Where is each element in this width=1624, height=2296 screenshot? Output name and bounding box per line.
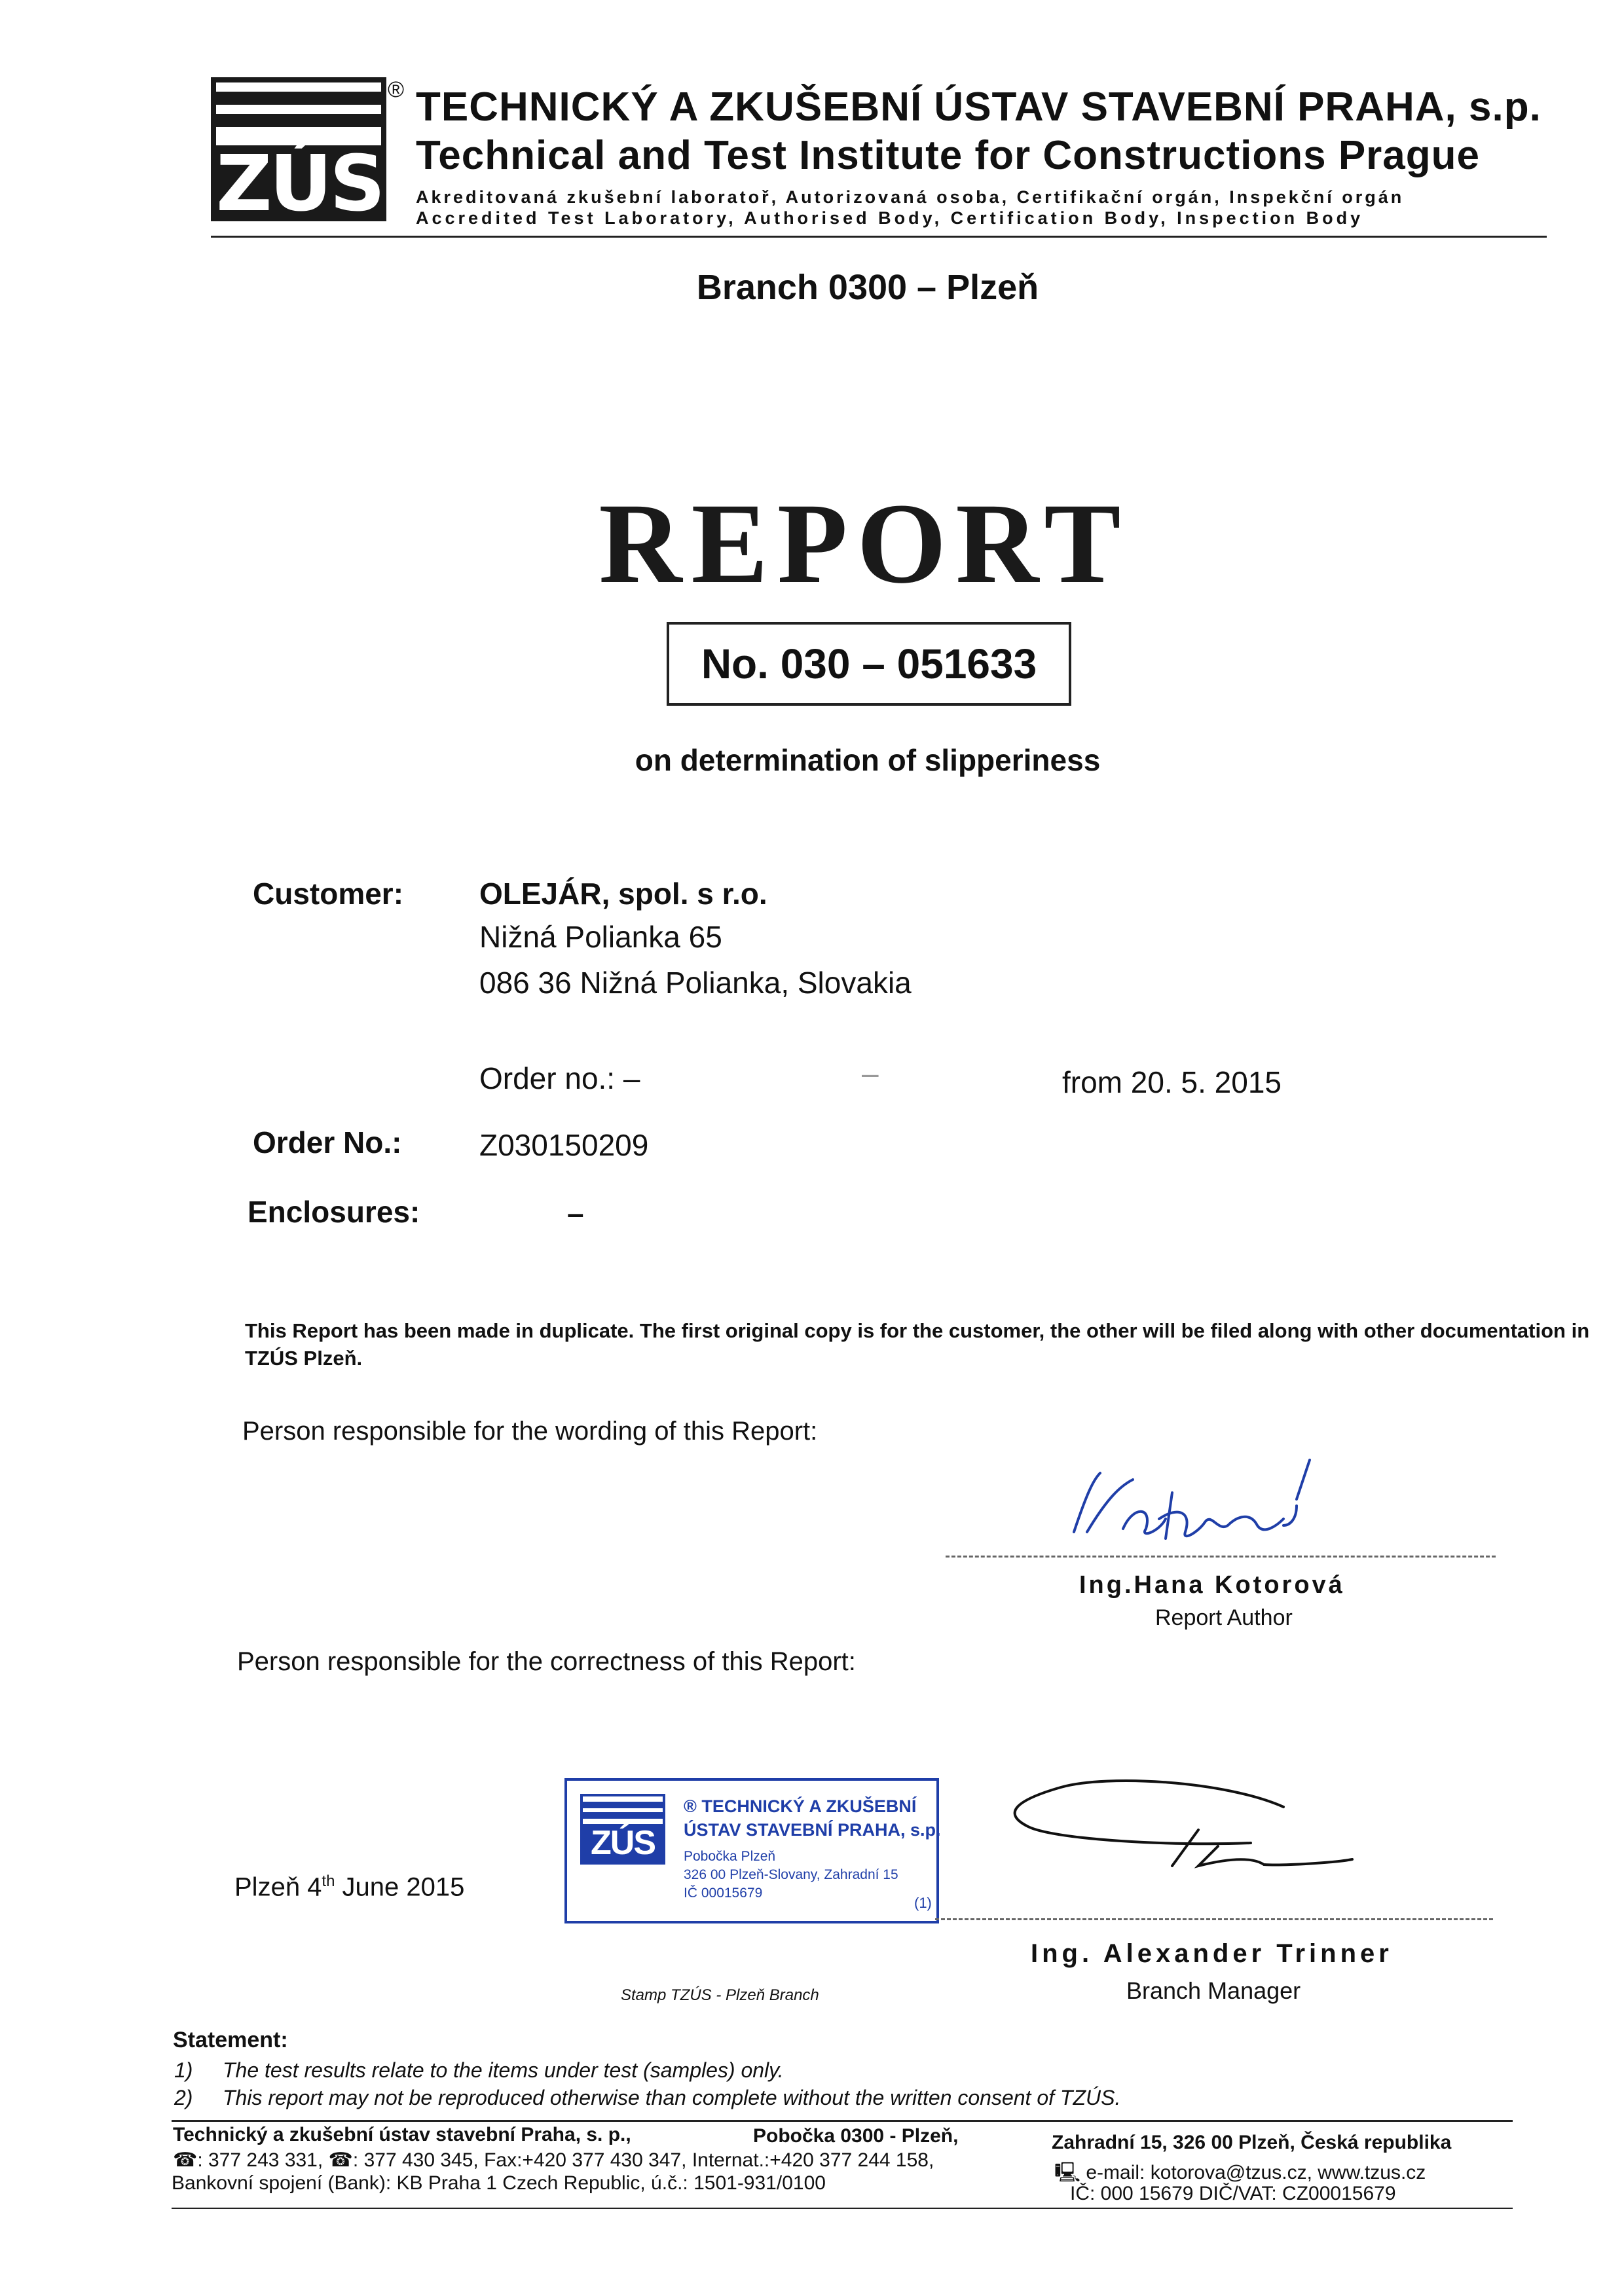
stamp-logo-stripe — [583, 1802, 663, 1808]
order-dash: – — [862, 1056, 879, 1090]
customer-address-2: 086 36 Nižná Polianka, Slovakia — [479, 966, 912, 1000]
footer-bank: Bankovní spojení (Bank): KB Praha 1 Czech Republic, ú.č.: 1501-931/0100 — [172, 2172, 826, 2194]
report-subtitle: on determination of slipperiness — [635, 743, 1101, 777]
place-date — [234, 1872, 464, 1902]
manager-name: Ing. Alexander Trinner — [1031, 1939, 1393, 1968]
institute-subtitle-en: Accredited Test Laboratory, Authorised Body, Certification Body, Inspection Body — [416, 208, 1364, 228]
customer-name: OLEJÁR, spol. s r.o. — [479, 877, 767, 911]
stamp-caption: Stamp TZÚS - Plzeň Branch — [621, 1986, 819, 2004]
footer-divider — [172, 2120, 1513, 2122]
footer-bottom-rule — [172, 2208, 1513, 2209]
stamp-line-2: ÚSTAV STAVEBNÍ PRAHA, s.p. — [684, 1820, 941, 1840]
place-date-rest: June 2015 — [335, 1872, 465, 1902]
footer-address: Zahradní 15, 326 00 Plzeň, Česká republika — [1052, 2132, 1452, 2153]
place-date-sup: th — [322, 1872, 335, 1890]
institute-name-en: Technical and Test Institute for Constructions Prague — [416, 133, 1481, 178]
stamp-line-3: Pobočka Plzeň — [684, 1849, 776, 1864]
enclosures-value: – — [567, 1196, 584, 1230]
order-no-label: Order No.: — [253, 1125, 402, 1159]
logo-text: ZÚS — [216, 138, 383, 228]
footer-phones: ☎: 377 243 331, ☎: 377 430 345, Fax:+420 377 430 347, Internat.:+420 377 244 158, — [173, 2149, 934, 2171]
statement-item-number: 1) — [174, 2058, 193, 2082]
stamp-logo-stripe — [583, 1812, 663, 1819]
customer-order-number: Order no.: – — [479, 1061, 640, 1095]
manager-signature-line — [935, 1918, 1493, 1920]
correctness-label: Person responsible for the correctness of this Report: — [237, 1647, 856, 1676]
footer-branch: Pobočka 0300 - Plzeň, — [753, 2125, 959, 2147]
footer-ids: IČ: 000 15679 DIČ/VAT: CZ00015679 — [1070, 2183, 1396, 2204]
report-number: No. 030 – 051633 — [667, 622, 1071, 706]
manager-signature — [976, 1768, 1408, 1879]
stamp-line-4: 326 00 Plzeň-Slovany, Zahradní 15 — [684, 1867, 898, 1882]
registered-mark: ® — [388, 77, 405, 102]
branch-title: Branch 0300 – Plzeň — [696, 268, 1039, 307]
institute-name-cz: TECHNICKÝ A ZKUŠEBNÍ ÚSTAV STAVEBNÍ PRAHA, s.p. — [416, 84, 1541, 130]
footer-org: Technický a zkušební ústav stavební Praha, s. p., — [173, 2124, 631, 2145]
place-date-text: Plzeň 4 — [234, 1872, 322, 1902]
duplicate-note: This Report has been made in duplicate. The first original copy is for the customer, the other will be filed along with other documentation in TZÚS Plzeň. — [245, 1319, 1590, 1370]
logo-stripe — [216, 92, 381, 105]
author-role: Report Author — [1155, 1605, 1293, 1630]
stamp-line-6: (1) — [914, 1895, 932, 1911]
stamp-line-5: IČ 00015679 — [684, 1886, 763, 1901]
statement-item: The test results relate to the items under test (samples) only. — [223, 2058, 784, 2082]
statement-item: This report may not be reproduced otherwise than complete without the written consent of TZÚS. — [223, 2086, 1121, 2109]
institute-logo — [211, 77, 386, 228]
statement-label: Statement: — [173, 2028, 288, 2052]
statement-item-number: 2) — [174, 2086, 193, 2109]
order-date: from 20. 5. 2015 — [1062, 1065, 1282, 1099]
order-no-value: Z030150209 — [479, 1128, 649, 1162]
author-signature-line — [946, 1556, 1496, 1558]
customer-address-1: Nižná Polianka 65 — [479, 920, 722, 954]
footer-email: 🖳 e-mail: kotorova@tzus.cz, www.tzus.cz — [1054, 2162, 1426, 2183]
institute-stamp — [564, 1778, 939, 1923]
institute-subtitle-cz: Akreditovaná zkušební laboratoř, Autorizovaná osoba, Certifikační orgán, Inspekční orgán — [416, 187, 1405, 207]
customer-label: Customer: — [253, 877, 404, 911]
manager-role: Branch Manager — [1126, 1977, 1301, 2004]
stamp-line-1: ® TECHNICKÝ A ZKUŠEBNÍ — [684, 1796, 917, 1816]
stamp-logo-text: ZÚS — [583, 1824, 663, 1862]
header-divider — [211, 236, 1547, 238]
logo-stripe — [216, 114, 381, 127]
report-title: REPORT — [599, 480, 1130, 608]
author-signature — [1061, 1453, 1349, 1552]
enclosures-label: Enclosures: — [248, 1195, 420, 1229]
wording-label: Person responsible for the wording of this Report: — [242, 1417, 818, 1446]
stamp-logo — [580, 1794, 665, 1865]
author-name: Ing.Hana Kotorová — [1079, 1571, 1345, 1599]
